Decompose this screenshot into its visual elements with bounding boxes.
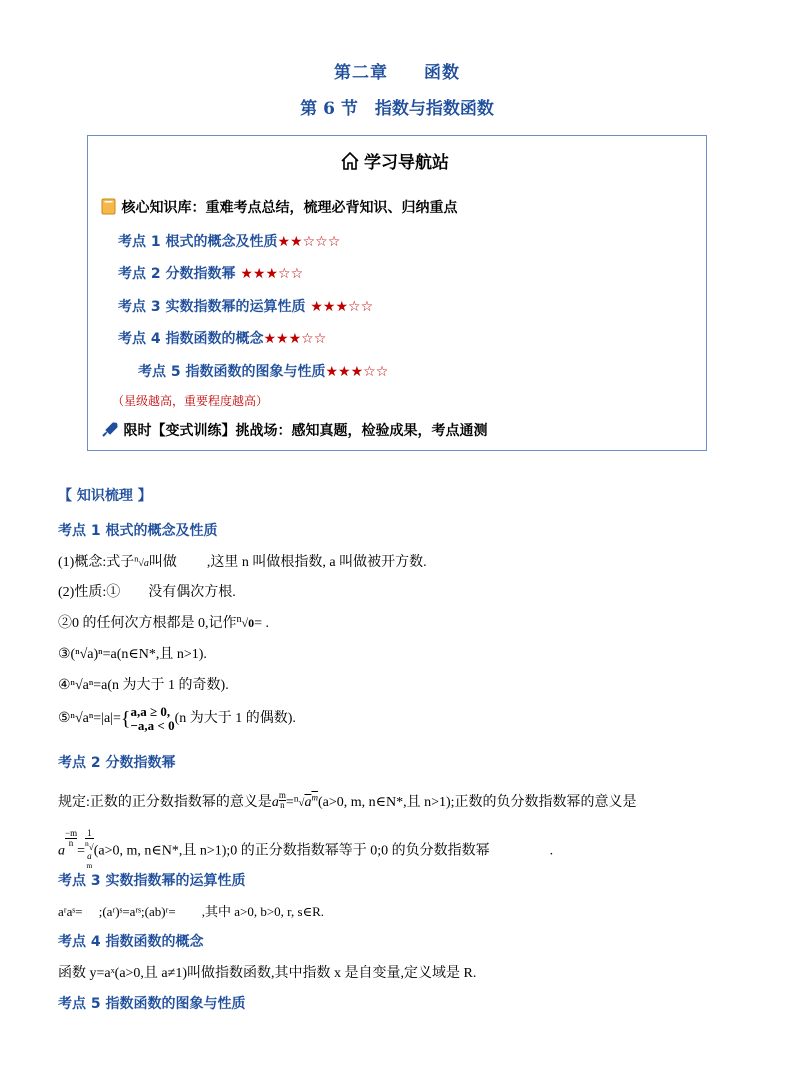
nav-point-4 [118,328,326,348]
k3-line1: aʳaˢ= ;(aʳ)ˢ=aʳˢ;(ab)ʳ= ,其中 a>0, b>0, r, s∈R. [58,904,325,919]
book-icon [101,198,117,215]
k1-line4: ③(ⁿ√a)ⁿ=a(n∈N*,且 n>1). [58,647,207,662]
nav-point-label: 考点 4 指数函数的概念 [118,331,264,347]
star-rating: ★★★☆☆ [325,364,389,380]
k5-title: 考点 5 指数函数的图象与性质 [58,996,246,1012]
k1-title: 考点 1 根式的概念及性质 [58,523,218,539]
nav-point-5 [138,361,388,381]
k2-title: 考点 2 分数指数幂 [58,755,176,771]
section-title: 第 6 节 指数与指数函数 [300,99,494,119]
nav-point-2 [118,263,303,283]
core-knowledge-label: 核心知识库：重难考点总结，梳理必背知识、归纳重点 [121,200,458,216]
nav-point-label: 考点 1 根式的概念及性质 [118,234,278,250]
core-knowledge-row [101,198,457,217]
star-rating: ★★☆☆☆ [277,234,341,250]
k1-line1: (1)概念:式子$^n$√a叫做 ,这里 n 叫做根指数, a 叫做被开方数. [58,554,427,570]
rocket-icon [101,421,119,438]
knowledge-heading: 【 知识梳理 】 [58,488,152,504]
k1-line2: (2)性质:① 没有偶次方根. [58,585,236,600]
importance-note: （星级越高，重要程度越高） [112,394,269,408]
nav-point-3 [118,296,373,316]
home-icon [340,151,360,171]
k1-line6: ⑤ⁿ√aⁿ=|a|={ a,a ≥ 0, −a,a < 0 (n 为大于 1 的偶数). [58,704,296,733]
k1-line5: ④ⁿ√aⁿ=a(n 为大于 1 的奇数). [58,678,229,693]
nav-point-1 [118,231,340,251]
star-rating: ★★★☆☆ [310,299,374,315]
nav-title-text: 学习导航站 [364,153,449,173]
training-label: 限时【变式训练】挑战场：感知真题，检验成果，考点通测 [123,423,488,439]
training-row [101,421,487,440]
k4-title: 考点 4 指数函数的概念 [58,934,204,950]
nav-point-label: 考点 3 实数指数幂的运算性质 [118,299,311,315]
k3-title: 考点 3 实数指数幂的运算性质 [58,873,246,889]
k4-line1: 函数 y=aˣ(a>0,且 a≠1)叫做指数函数,其中指数 x 是自变量,定义域是 R. [58,966,477,981]
nav-point-label: 考点 5 指数函数的图象与性质 [138,364,326,380]
k1-line3: ②0 的任何次方根都是 0,记作$^n$√0= . [58,614,269,631]
nav-title [340,148,449,173]
chapter-title: 第二章 函数 [334,63,460,83]
star-rating: ★★★☆☆ [240,266,304,282]
nav-point-label: 考点 2 分数指数幂 [118,266,241,282]
star-rating: ★★★☆☆ [263,331,327,347]
k2-line2: a $\frac{-m}{n}$ = 1 $^n$√ a $^m$ (a>0, m, n∈N*,且 n>1);0 的正分数指数幂等于 0;0 的负分数指数幂 . [58,828,554,870]
k2-line1: 规定:正数的正分数指数幂的意义是a $\frac{m}{n}$ $=^n√a^m(a>0$, m, n∈N*,且 n>1);正数的负分数指数幂的意义是 [58,790,637,810]
